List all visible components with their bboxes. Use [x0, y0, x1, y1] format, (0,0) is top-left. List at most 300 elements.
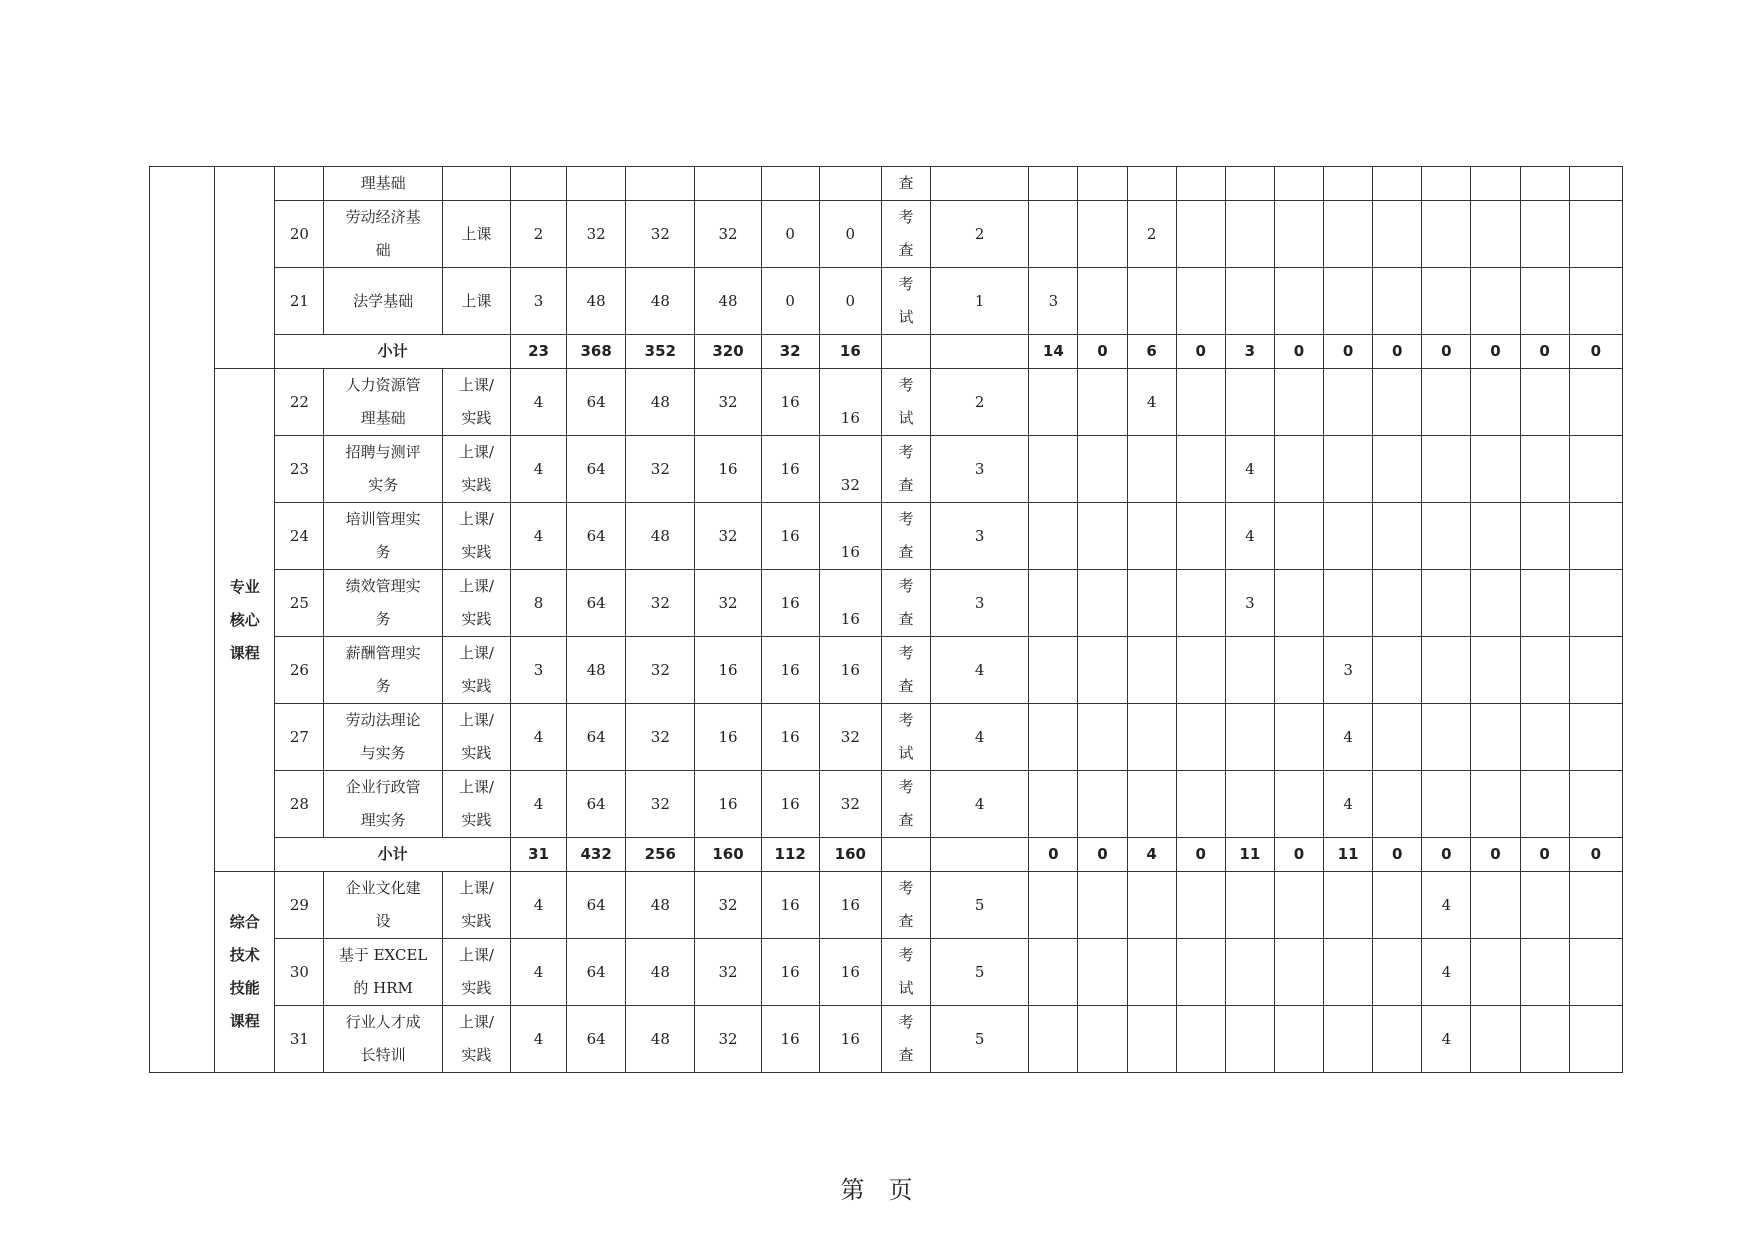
subtotal-assessment — [881, 335, 930, 369]
course-hours-text: 64 — [586, 794, 606, 813]
course-semester-text: 4 — [974, 660, 985, 679]
subtotal-h5-text: 16 — [839, 342, 861, 360]
subtotal-h2-text: 256 — [644, 845, 676, 863]
course-assessment — [881, 704, 930, 771]
course-semester-text: 4 — [974, 727, 985, 746]
course-assessment — [881, 570, 930, 637]
course-credit-text: 4 — [533, 459, 544, 478]
subtotal-hours-text: 368 — [580, 342, 612, 360]
weekly-hours-cell — [1078, 369, 1127, 436]
subtotal-weekly-cell-text: 0 — [1097, 845, 1108, 863]
course-lab-hours-text: 16 — [840, 610, 860, 628]
course-lab-hours — [819, 201, 881, 268]
course-hours-text: 64 — [586, 593, 606, 612]
course-no — [275, 939, 324, 1006]
course-type — [442, 872, 510, 939]
weekly-hours-cell — [1127, 570, 1176, 637]
course-hours-text: 64 — [586, 1029, 606, 1048]
table-cell — [695, 167, 761, 201]
course-credit-text: 8 — [533, 593, 544, 612]
course-credit-text: 3 — [533, 660, 544, 679]
course-lab-hours — [819, 637, 881, 704]
course-type-text: 上课/ 实践 — [458, 879, 494, 930]
course-practice-hours — [761, 369, 819, 436]
weekly-hours-cell — [1471, 201, 1520, 268]
subtotal-weekly-cell-text: 0 — [1490, 342, 1501, 360]
course-name — [324, 872, 442, 939]
weekly-hours-cell — [1422, 201, 1471, 268]
course-practice-hours — [761, 939, 819, 1006]
course-semester — [931, 1006, 1029, 1073]
course-lab-hours-text: 16 — [840, 543, 860, 561]
course-class-hours — [695, 872, 761, 939]
weekly-hours-cell — [1569, 872, 1622, 939]
weekly-hours-cell — [1274, 503, 1323, 570]
subtotal-weekly-cell — [1324, 335, 1373, 369]
course-hours — [567, 268, 626, 335]
course-semester — [931, 369, 1029, 436]
table-row — [150, 939, 1623, 1006]
course-semester — [931, 268, 1029, 335]
category-core-courses — [215, 369, 275, 872]
weekly-hours-cell — [1471, 637, 1520, 704]
course-no — [275, 637, 324, 704]
subtotal-weekly-cell — [1274, 838, 1323, 872]
course-semester-text: 3 — [974, 526, 985, 545]
course-type — [442, 268, 510, 335]
course-name-text: 劳动法理论 与实务 — [345, 711, 421, 762]
weekly-hours-cell — [1324, 637, 1373, 704]
weekly-hours-cell — [1127, 872, 1176, 939]
weekly-hours-cell — [1225, 771, 1274, 838]
weekly-hours-cell — [1225, 268, 1274, 335]
weekly-hours-cell-text: 4 — [1343, 727, 1353, 746]
weekly-hours-cell — [1078, 201, 1127, 268]
weekly-hours-cell — [1520, 771, 1569, 838]
weekly-hours-cell — [1127, 939, 1176, 1006]
course-lab-hours — [819, 1006, 881, 1073]
course-hours-text: 48 — [586, 660, 606, 679]
weekly-hours-cell — [1373, 369, 1422, 436]
course-theory-hours-text: 48 — [650, 895, 670, 914]
course-lab-hours — [819, 872, 881, 939]
course-hours — [567, 939, 626, 1006]
course-theory-hours-text: 48 — [650, 291, 670, 310]
subtotal-weekly-cell-text: 4 — [1146, 845, 1157, 863]
subtotal-h5 — [819, 335, 881, 369]
weekly-hours-cell — [1422, 872, 1471, 939]
weekly-hours-cell — [1373, 704, 1422, 771]
weekly-hours-cell — [1078, 637, 1127, 704]
course-assessment — [881, 771, 930, 838]
weekly-hours-cell — [1274, 570, 1323, 637]
weekly-hours-cell — [1029, 939, 1078, 1006]
weekly-hours-cell — [1176, 436, 1225, 503]
weekly-hours-cell — [1225, 167, 1274, 201]
weekly-hours-cell — [1422, 939, 1471, 1006]
course-class-hours-text: 32 — [718, 895, 738, 914]
course-practice-hours — [761, 771, 819, 838]
weekly-hours-cell — [1569, 268, 1622, 335]
course-name — [324, 503, 442, 570]
course-semester — [931, 570, 1029, 637]
course-name-text: 招聘与测评 实务 — [345, 443, 421, 494]
subtotal-h2 — [626, 838, 695, 872]
course-hours-text: 64 — [586, 526, 606, 545]
course-no — [275, 167, 324, 201]
subtotal-credit-text: 31 — [528, 845, 549, 863]
weekly-hours-cell — [1029, 167, 1078, 201]
course-lab-hours-text: 32 — [840, 727, 860, 746]
course-name-text: 法学基础 — [353, 291, 414, 310]
course-class-hours — [695, 939, 761, 1006]
course-assessment-text: 考 查 — [898, 443, 914, 494]
course-hours — [567, 201, 626, 268]
course-semester-text: 2 — [974, 224, 985, 243]
course-type — [442, 637, 510, 704]
course-name — [324, 570, 442, 637]
subtotal-weekly-cell-text: 0 — [1195, 845, 1206, 863]
course-type-text: 上课 — [461, 224, 492, 243]
course-semester-text: 1 — [974, 291, 985, 310]
course-no-text: 20 — [289, 224, 309, 243]
footer-right: 页 — [888, 1176, 913, 1204]
subtotal-weekly-cell — [1569, 335, 1622, 369]
course-semester — [931, 771, 1029, 838]
weekly-hours-cell — [1127, 637, 1176, 704]
course-no-text: 26 — [289, 660, 309, 679]
course-practice-hours-text: 16 — [780, 1029, 800, 1048]
weekly-hours-cell — [1471, 167, 1520, 201]
weekly-hours-cell — [1078, 167, 1127, 201]
course-assessment-text: 考 试 — [898, 711, 914, 762]
footer-left: 第 — [840, 1176, 865, 1204]
subtotal-credit-text: 23 — [528, 342, 549, 360]
course-credit-text: 4 — [533, 962, 544, 981]
table-row — [150, 268, 1623, 335]
course-assessment — [881, 268, 930, 335]
course-assessment-text: 考 查 — [898, 577, 914, 628]
weekly-hours-cell — [1569, 167, 1622, 201]
course-credit — [510, 704, 566, 771]
course-hours — [567, 570, 626, 637]
course-type-text: 上课/ 实践 — [458, 376, 494, 427]
course-lab-hours-text: 16 — [840, 895, 860, 914]
subtotal-weekly-cell — [1225, 335, 1274, 369]
course-hours-text: 64 — [586, 392, 606, 411]
weekly-hours-cell — [1176, 201, 1225, 268]
page-footer — [0, 1170, 1753, 1205]
subtotal-assessment — [881, 838, 930, 872]
subtotal-weekly-cell-text: 0 — [1539, 845, 1550, 863]
course-no — [275, 704, 324, 771]
course-type — [442, 201, 510, 268]
course-theory-hours — [626, 872, 695, 939]
weekly-hours-cell — [1471, 268, 1520, 335]
weekly-hours-cell — [1127, 167, 1176, 201]
course-lab-hours — [819, 268, 881, 335]
weekly-hours-cell — [1274, 939, 1323, 1006]
weekly-hours-cell-text: 3 — [1245, 593, 1255, 612]
course-class-hours — [695, 268, 761, 335]
weekly-hours-cell — [1324, 503, 1373, 570]
weekly-hours-cell — [1471, 939, 1520, 1006]
course-lab-hours — [819, 771, 881, 838]
course-lab-hours-text: 32 — [840, 476, 860, 494]
course-credit — [510, 1006, 566, 1073]
course-credit — [510, 771, 566, 838]
weekly-hours-cell — [1127, 771, 1176, 838]
category-comprehensive-courses-text: 综合 技术 技能 课程 — [229, 913, 260, 1030]
weekly-hours-cell — [1225, 201, 1274, 268]
course-semester — [931, 704, 1029, 771]
course-theory-hours-text: 32 — [650, 727, 670, 746]
weekly-hours-cell — [1176, 268, 1225, 335]
weekly-hours-cell — [1373, 939, 1422, 1006]
table-row — [150, 704, 1623, 771]
course-lab-hours-text: 16 — [840, 1029, 860, 1048]
course-semester-text: 5 — [974, 962, 985, 981]
course-no-text: 29 — [289, 895, 309, 914]
weekly-hours-cell — [1471, 369, 1520, 436]
course-theory-hours-text: 48 — [650, 962, 670, 981]
course-credit-text: 3 — [533, 291, 544, 310]
course-type-text: 上课/ 实践 — [458, 1013, 494, 1064]
course-theory-hours — [626, 570, 695, 637]
subtotal-h5-text: 160 — [834, 845, 866, 863]
subtotal-weekly-cell — [1520, 838, 1569, 872]
subtotal-weekly-cell — [1127, 335, 1176, 369]
course-theory-hours — [626, 268, 695, 335]
weekly-hours-cell — [1176, 570, 1225, 637]
subtotal-weekly-cell-text: 0 — [1293, 342, 1305, 360]
course-no — [275, 369, 324, 436]
weekly-hours-cell — [1471, 1006, 1520, 1073]
course-practice-hours — [761, 503, 819, 570]
course-hours-text: 64 — [586, 895, 606, 914]
course-class-hours-text: 16 — [718, 459, 738, 478]
weekly-hours-cell-text: 4 — [1146, 392, 1157, 411]
weekly-hours-cell — [1520, 637, 1569, 704]
weekly-hours-cell — [1078, 436, 1127, 503]
course-no — [275, 570, 324, 637]
course-theory-hours — [626, 1006, 695, 1073]
course-theory-hours — [626, 503, 695, 570]
course-name-text: 人力资源管 理基础 — [345, 376, 421, 427]
course-credit — [510, 503, 566, 570]
weekly-hours-cell — [1520, 1006, 1569, 1073]
course-no-text: 22 — [289, 392, 309, 411]
table-row — [150, 1006, 1623, 1073]
course-credit — [510, 637, 566, 704]
weekly-hours-cell — [1422, 1006, 1471, 1073]
weekly-hours-cell — [1520, 436, 1569, 503]
course-name — [324, 704, 442, 771]
course-class-hours-text: 16 — [718, 727, 738, 746]
table-row — [150, 637, 1623, 704]
weekly-hours-cell — [1324, 201, 1373, 268]
weekly-hours-cell — [1274, 704, 1323, 771]
course-no — [275, 872, 324, 939]
course-practice-hours-text: 16 — [780, 794, 800, 813]
weekly-hours-cell — [1029, 436, 1078, 503]
course-class-hours — [695, 704, 761, 771]
weekly-hours-cell — [1324, 704, 1373, 771]
subtotal-weekly-cell — [1225, 838, 1274, 872]
subtotal-weekly-cell-text: 0 — [1590, 342, 1602, 360]
weekly-hours-cell — [1274, 1006, 1323, 1073]
course-hours-text: 48 — [586, 291, 606, 310]
course-lab-hours — [819, 436, 881, 503]
weekly-hours-cell — [1373, 167, 1422, 201]
subtotal-weekly-cell — [1029, 838, 1078, 872]
course-type-text: 上课/ 实践 — [458, 577, 494, 628]
weekly-hours-cell — [1520, 268, 1569, 335]
course-hours — [567, 503, 626, 570]
course-class-hours-text: 32 — [718, 526, 738, 545]
course-theory-hours-text: 32 — [650, 794, 670, 813]
course-semester — [931, 436, 1029, 503]
course-credit — [510, 201, 566, 268]
subtotal-hours-text: 432 — [580, 845, 612, 863]
course-type — [442, 1006, 510, 1073]
course-name — [324, 167, 442, 201]
subtotal-weekly-cell — [1176, 838, 1225, 872]
subtotal-weekly-cell-text: 0 — [1342, 342, 1354, 360]
weekly-hours-cell — [1422, 436, 1471, 503]
course-no-text: 27 — [289, 727, 309, 746]
subtotal-h4-text: 112 — [774, 845, 806, 863]
subtotal-weekly-cell-text: 11 — [1239, 845, 1261, 863]
course-hours — [567, 872, 626, 939]
subtotal-label — [275, 838, 511, 872]
course-hours-text: 64 — [586, 459, 606, 478]
weekly-hours-cell — [1029, 872, 1078, 939]
weekly-hours-cell — [1176, 872, 1225, 939]
weekly-hours-cell — [1127, 503, 1176, 570]
course-no-text: 21 — [289, 291, 309, 310]
subtotal-weekly-cell — [1127, 838, 1176, 872]
table-row — [150, 369, 1623, 436]
subtotal-weekly-cell — [1029, 335, 1078, 369]
course-credit-text: 4 — [533, 1029, 544, 1048]
course-name-text: 行业人才成 长特训 — [345, 1013, 421, 1064]
course-type-text: 上课 — [461, 291, 492, 310]
weekly-hours-cell — [1324, 167, 1373, 201]
outer-category-cell — [150, 167, 215, 1073]
course-credit — [510, 268, 566, 335]
subtotal-weekly-cell — [1422, 838, 1471, 872]
category-cell-basic — [215, 167, 275, 369]
course-no — [275, 268, 324, 335]
weekly-hours-cell — [1274, 369, 1323, 436]
weekly-hours-cell-text: 3 — [1343, 660, 1353, 679]
course-credit-text: 4 — [533, 895, 544, 914]
subtotal-weekly-cell-text: 0 — [1097, 342, 1108, 360]
course-class-hours — [695, 503, 761, 570]
table-cell — [442, 167, 510, 201]
course-credit — [510, 436, 566, 503]
table-cell — [567, 167, 626, 201]
course-practice-hours-text: 16 — [780, 459, 800, 478]
weekly-hours-cell — [1078, 771, 1127, 838]
weekly-hours-cell — [1176, 167, 1225, 201]
weekly-hours-cell — [1520, 369, 1569, 436]
weekly-hours-cell — [1520, 570, 1569, 637]
weekly-hours-cell — [1373, 268, 1422, 335]
weekly-hours-cell — [1471, 771, 1520, 838]
weekly-hours-cell — [1373, 872, 1422, 939]
subtotal-weekly-cell-text: 14 — [1042, 342, 1064, 360]
course-theory-hours — [626, 637, 695, 704]
course-name — [324, 771, 442, 838]
weekly-hours-cell — [1176, 771, 1225, 838]
course-type-text: 上课/ 实践 — [458, 443, 494, 494]
course-no — [275, 1006, 324, 1073]
table-row — [150, 503, 1623, 570]
course-lab-hours-text: 0 — [845, 224, 856, 243]
weekly-hours-cell — [1176, 369, 1225, 436]
course-practice-hours — [761, 570, 819, 637]
course-hours — [567, 771, 626, 838]
course-assessment — [881, 503, 930, 570]
course-assessment-text: 查 — [898, 174, 914, 192]
subtotal-weekly-cell-text: 0 — [1590, 845, 1602, 863]
course-credit — [510, 570, 566, 637]
weekly-hours-cell — [1471, 436, 1520, 503]
subtotal-weekly-cell — [1471, 838, 1520, 872]
subtotal-row — [150, 335, 1623, 369]
subtotal-weekly-cell — [1373, 335, 1422, 369]
course-type — [442, 704, 510, 771]
course-class-hours — [695, 1006, 761, 1073]
subtotal-h3-text: 320 — [712, 342, 744, 360]
course-semester-text: 4 — [974, 794, 985, 813]
weekly-hours-cell — [1274, 268, 1323, 335]
weekly-hours-cell — [1225, 369, 1274, 436]
course-type — [442, 503, 510, 570]
course-name-text: 培训管理实 务 — [345, 510, 421, 561]
table-row — [150, 201, 1623, 268]
course-class-hours-text: 32 — [718, 224, 738, 243]
table-row — [150, 436, 1623, 503]
course-no-text: 23 — [289, 459, 309, 478]
weekly-hours-cell — [1373, 637, 1422, 704]
subtotal-weekly-cell — [1422, 335, 1471, 369]
subtotal-semester — [931, 335, 1029, 369]
subtotal-h4 — [761, 335, 819, 369]
course-assessment-text: 考 查 — [898, 778, 914, 829]
weekly-hours-cell — [1127, 1006, 1176, 1073]
weekly-hours-cell — [1225, 570, 1274, 637]
weekly-hours-cell — [1520, 704, 1569, 771]
weekly-hours-cell — [1373, 570, 1422, 637]
subtotal-h4-text: 32 — [779, 342, 801, 360]
course-class-hours — [695, 637, 761, 704]
course-credit — [510, 939, 566, 1006]
weekly-hours-cell — [1569, 201, 1622, 268]
course-name-text: 薪酬管理实 务 — [345, 644, 421, 695]
weekly-hours-cell — [1520, 503, 1569, 570]
course-semester — [931, 939, 1029, 1006]
weekly-hours-cell — [1569, 939, 1622, 1006]
weekly-hours-cell — [1029, 637, 1078, 704]
weekly-hours-cell — [1225, 704, 1274, 771]
course-class-hours-text: 16 — [718, 794, 738, 813]
course-credit-text: 4 — [533, 392, 544, 411]
weekly-hours-cell — [1324, 939, 1373, 1006]
course-theory-hours — [626, 704, 695, 771]
